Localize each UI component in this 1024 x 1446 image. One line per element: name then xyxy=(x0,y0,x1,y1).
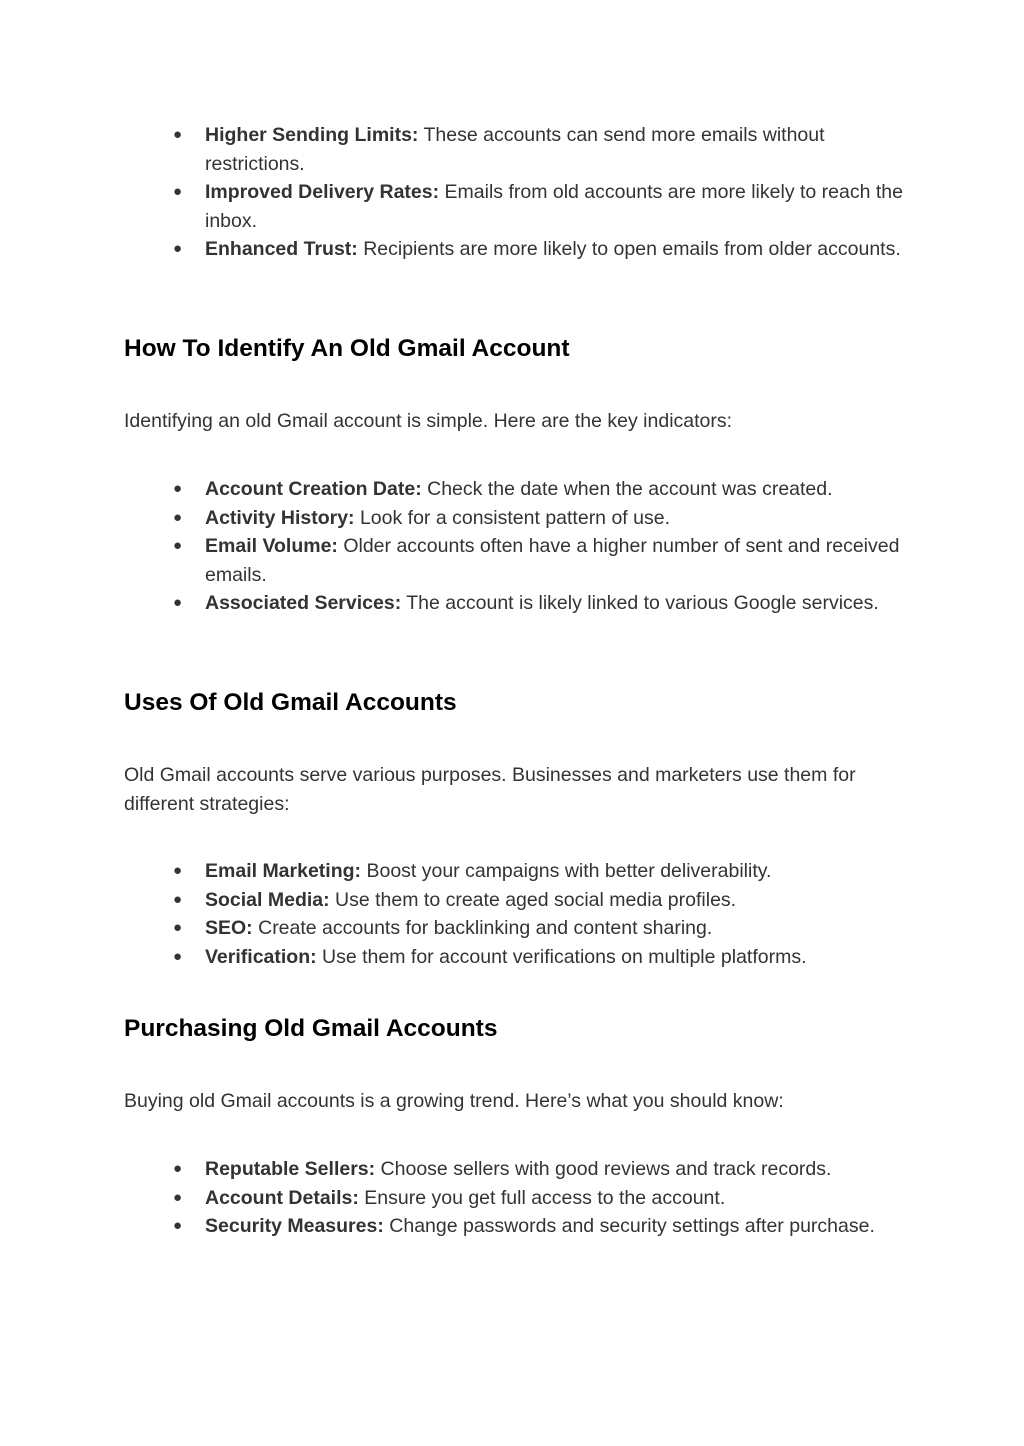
list-item-term: Higher Sending Limits: xyxy=(205,124,419,146)
list-item xyxy=(124,121,904,178)
list-item-text: Emails from old accounts are more likely to reach the inbox. xyxy=(205,181,903,232)
purchase-list-block xyxy=(124,1155,904,1241)
bullet-icon: ● xyxy=(173,126,183,143)
list-item-text: Boost your campaigns with better deliverability. xyxy=(361,860,772,882)
list-item-term: Account Details: xyxy=(205,1186,359,1209)
purchase-intro-block xyxy=(124,1087,904,1116)
identify-section-heading-block xyxy=(124,333,904,365)
bullet-icon: ● xyxy=(173,919,183,936)
uses-list xyxy=(124,857,904,971)
list-item xyxy=(124,475,904,504)
identify-intro-block xyxy=(124,407,904,436)
list-item-text: Recipients are more likely to open emails from older accounts. xyxy=(357,238,901,260)
section-intro: Old Gmail accounts serve various purposes. Businesses and marketers use them for different strategies: xyxy=(124,764,856,815)
list-item xyxy=(124,914,904,943)
list-item-text: Ensure you get full access to the account. xyxy=(358,1186,726,1209)
list-item-text: Older accounts often have a higher number of sent and received emails. xyxy=(205,535,900,586)
bullet-icon: ● xyxy=(173,890,183,908)
list-item-text: Use them to create aged social media profiles. xyxy=(329,888,737,911)
list-item xyxy=(124,943,904,972)
purchase-list xyxy=(124,1155,904,1241)
bullet-icon: ● xyxy=(173,862,183,879)
bullet-icon: ● xyxy=(173,480,183,497)
bullet-icon: ● xyxy=(173,240,183,257)
section-heading: Uses Of Old Gmail Accounts xyxy=(124,689,457,716)
list-item xyxy=(124,1212,904,1241)
bullet-icon: ● xyxy=(173,1188,183,1206)
list-item-text: The account is likely linked to various Google services. xyxy=(401,592,879,614)
list-item-term: Reputable Sellers: xyxy=(205,1158,376,1180)
list-item xyxy=(124,1155,904,1184)
section-intro: Buying old Gmail accounts is a growing trend. Here’s what you should know: xyxy=(124,1090,784,1112)
list-item-term: Email Marketing: xyxy=(205,860,362,882)
bullet-icon: ● xyxy=(173,508,183,526)
identify-list-block xyxy=(124,475,904,618)
list-item-term: Activity History: xyxy=(205,506,355,529)
list-item xyxy=(124,886,904,915)
purchase-section-heading-block xyxy=(124,1013,904,1045)
list-item-term: Account Creation Date: xyxy=(205,478,422,500)
list-item-term: Associated Services: xyxy=(205,592,402,614)
list-item-term: Verification: xyxy=(205,945,317,968)
list-item xyxy=(124,504,904,533)
section-heading: Purchasing Old Gmail Accounts xyxy=(124,1015,498,1042)
list-item-term: Enhanced Trust: xyxy=(205,238,358,260)
list-item-text: Look for a consistent pattern of use. xyxy=(354,506,670,529)
list-item-term: Social Media: xyxy=(205,888,330,911)
list-item xyxy=(124,178,904,235)
uses-section-heading-block xyxy=(124,687,904,719)
bullet-icon: ● xyxy=(173,183,183,200)
list-item-text: Create accounts for backlinking and content sharing. xyxy=(252,917,713,939)
list-item xyxy=(124,235,904,264)
bullet-icon: ● xyxy=(173,1160,183,1177)
list-item-term: Email Volume: xyxy=(205,535,338,557)
list-item xyxy=(124,857,904,886)
list-item-term: Improved Delivery Rates: xyxy=(205,181,440,203)
list-item xyxy=(124,532,904,589)
indicators-list xyxy=(124,475,904,618)
bullet-icon: ● xyxy=(173,594,183,611)
list-item-text: Change passwords and security settings after purchase. xyxy=(383,1215,875,1237)
uses-intro-block xyxy=(124,761,904,818)
list-item-text: Check the date when the account was created. xyxy=(421,478,833,500)
list-item xyxy=(124,589,904,618)
uses-list-block xyxy=(124,857,904,971)
list-item-term: SEO: xyxy=(205,917,253,939)
list-item-term: Security Measures: xyxy=(205,1215,384,1237)
bullet-icon: ● xyxy=(173,1217,183,1234)
bullet-icon: ● xyxy=(173,537,183,554)
list-item-text: Use them for account verifications on multiple platforms. xyxy=(316,945,807,968)
section-intro: Identifying an old Gmail account is simple. Here are the key indicators: xyxy=(124,410,733,432)
section-heading: How To Identify An Old Gmail Account xyxy=(124,335,570,362)
list-item xyxy=(124,1184,904,1213)
benefits-list xyxy=(124,121,904,264)
list-item-text: Choose sellers with good reviews and track records. xyxy=(375,1158,832,1180)
benefits-list-block xyxy=(124,121,904,264)
bullet-icon: ● xyxy=(173,947,183,965)
list-item-text: These accounts can send more emails without restrictions. xyxy=(205,124,825,175)
